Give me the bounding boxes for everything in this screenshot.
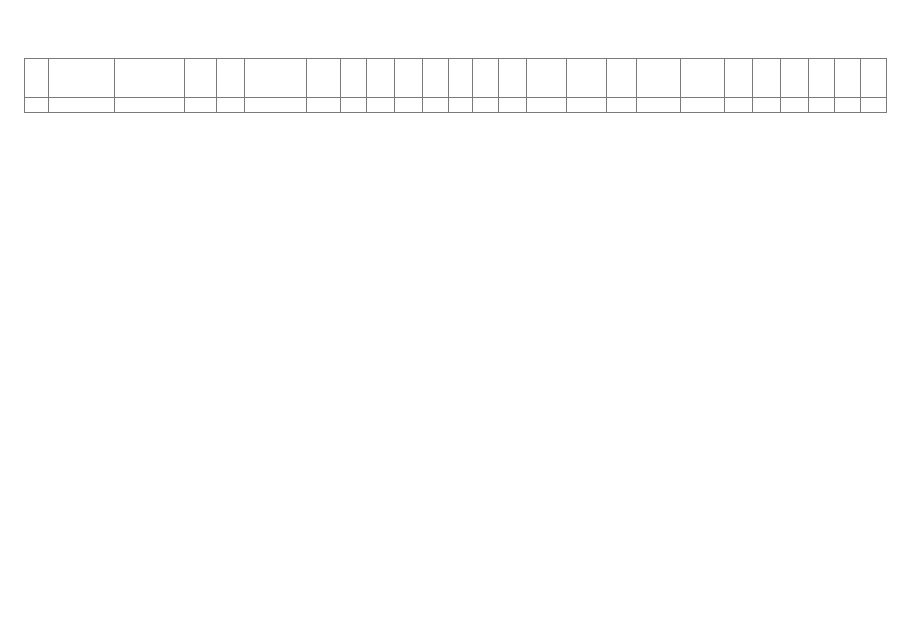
table-cell bbox=[809, 98, 835, 113]
column-header bbox=[473, 59, 499, 98]
table-cell bbox=[567, 98, 607, 113]
column-header bbox=[499, 59, 527, 98]
table-cell bbox=[25, 98, 49, 113]
table-cell bbox=[637, 98, 681, 113]
column-header bbox=[567, 59, 607, 98]
column-header bbox=[835, 59, 861, 98]
column-header bbox=[753, 59, 781, 98]
table-cell bbox=[307, 98, 341, 113]
column-header bbox=[809, 59, 835, 98]
column-header bbox=[25, 59, 49, 98]
table-cell bbox=[753, 98, 781, 113]
table-cell bbox=[185, 98, 217, 113]
column-header bbox=[423, 59, 449, 98]
table-cell bbox=[341, 98, 367, 113]
column-header bbox=[185, 59, 217, 98]
table-cell bbox=[835, 98, 861, 113]
column-header bbox=[395, 59, 423, 98]
column-header bbox=[527, 59, 567, 98]
table-cell bbox=[861, 98, 887, 113]
table-cell bbox=[395, 98, 423, 113]
table-cell bbox=[423, 98, 449, 113]
column-header bbox=[861, 59, 887, 98]
table-cell bbox=[367, 98, 395, 113]
table-cell bbox=[217, 98, 245, 113]
column-header bbox=[637, 59, 681, 98]
column-header bbox=[449, 59, 473, 98]
table-cell bbox=[527, 98, 567, 113]
column-header bbox=[681, 59, 725, 98]
table-row bbox=[25, 98, 887, 113]
document-page bbox=[24, 58, 882, 113]
table-cell bbox=[473, 98, 499, 113]
column-header bbox=[607, 59, 637, 98]
table-cell bbox=[115, 98, 185, 113]
table-cell bbox=[49, 98, 115, 113]
column-header bbox=[341, 59, 367, 98]
column-header bbox=[725, 59, 753, 98]
column-header bbox=[217, 59, 245, 98]
table-header-row bbox=[25, 59, 887, 98]
data-table bbox=[24, 58, 887, 113]
column-header bbox=[367, 59, 395, 98]
table-cell bbox=[781, 98, 809, 113]
column-header bbox=[49, 59, 115, 98]
table-cell bbox=[607, 98, 637, 113]
column-header bbox=[781, 59, 809, 98]
column-header bbox=[307, 59, 341, 98]
column-header bbox=[245, 59, 307, 98]
column-header bbox=[115, 59, 185, 98]
table-cell bbox=[681, 98, 725, 113]
table-cell bbox=[499, 98, 527, 113]
table-cell bbox=[449, 98, 473, 113]
table-cell bbox=[725, 98, 753, 113]
table-cell bbox=[245, 98, 307, 113]
